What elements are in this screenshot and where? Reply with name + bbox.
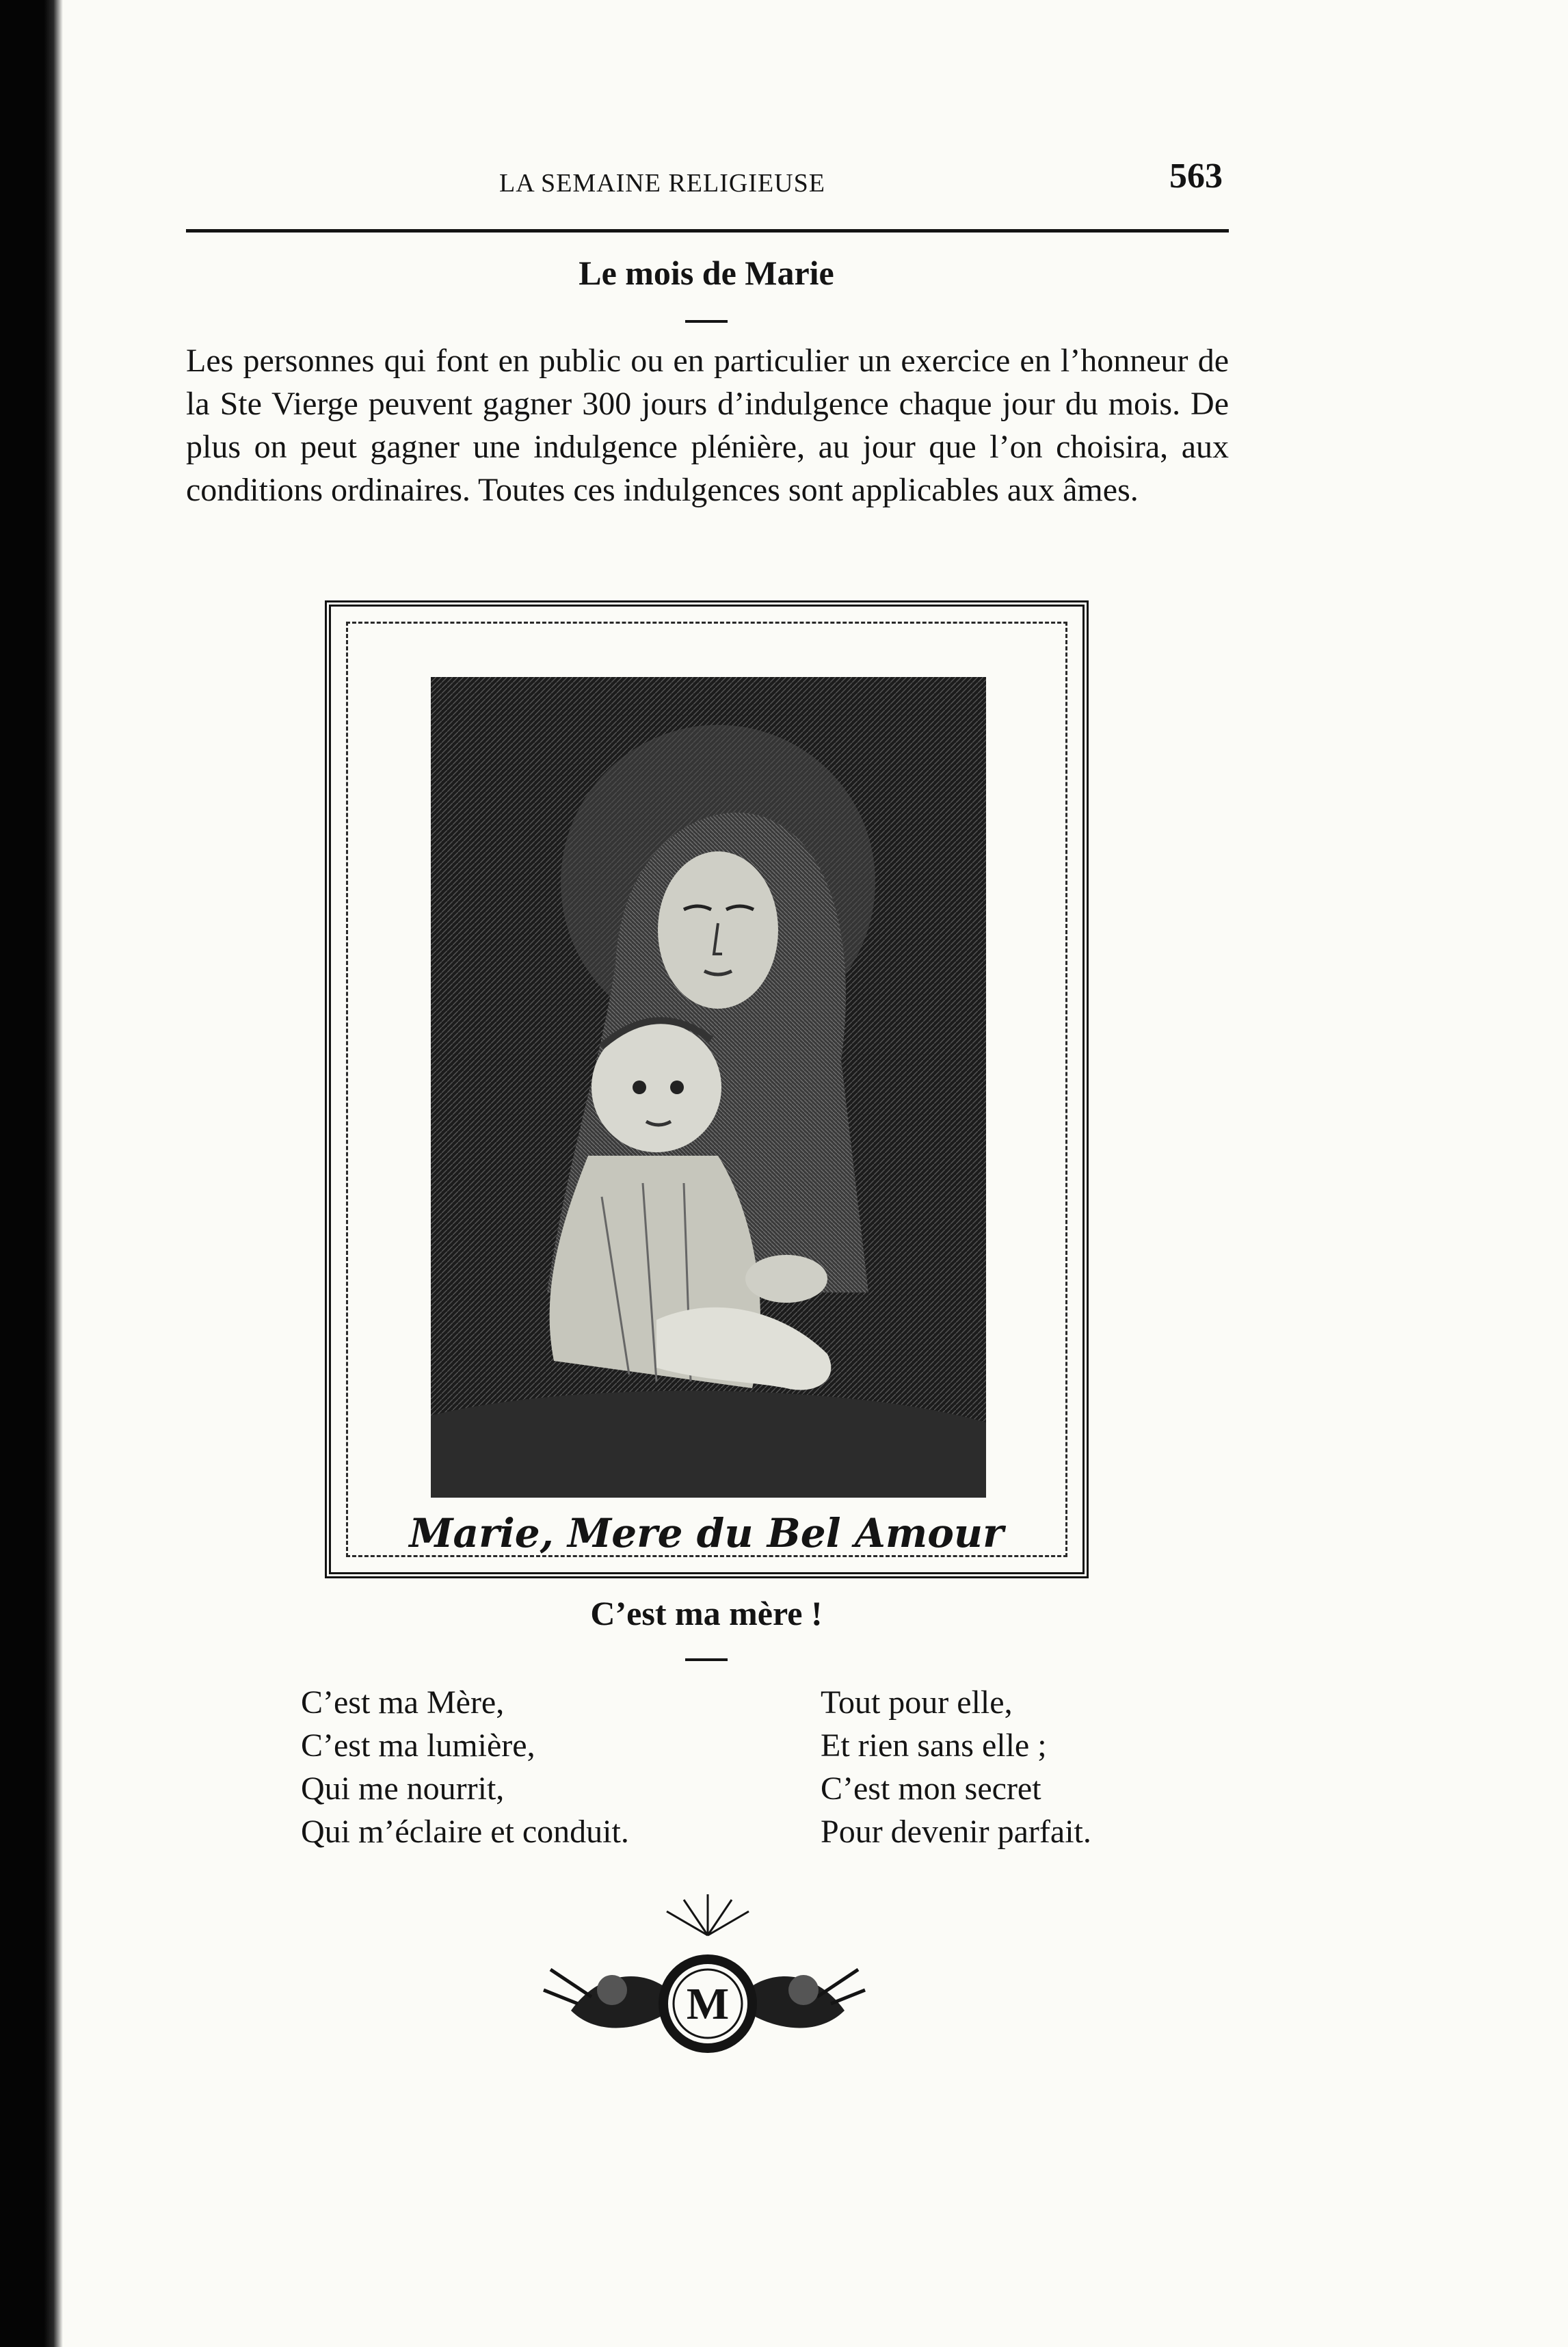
poem-left-stanza bbox=[301, 1681, 629, 1853]
article-body: Les personnes qui font en public ou en particulier un exercice en l’honneur de la Ste Vierge peuvent gagner 300 jours d’indulgence chaque jour du mois. De plus on peut gagner une indulgence plénière, au jour que l’on choisira, aux conditions ordinaires. Toutes ces indulgences sont applicables aux âmes. bbox=[186, 343, 1229, 508]
page-number: 563 bbox=[1169, 157, 1223, 196]
poem-line: C’est ma Mère, bbox=[301, 1684, 505, 1721]
poem-line: Qui me nourrit, bbox=[301, 1771, 505, 1807]
poem-title: C’est ma mère ! bbox=[590, 1594, 823, 1632]
illustration-caption: Marie, Mere du Bel Amour bbox=[409, 1510, 1004, 1556]
poem-line: Pour devenir parfait. bbox=[821, 1814, 1091, 1850]
poem-line: Et rien sans elle ; bbox=[821, 1727, 1047, 1764]
poem-line: C’est mon secret bbox=[821, 1771, 1041, 1807]
marian-monogram-ornament bbox=[530, 1887, 886, 2079]
poem-right-stanza bbox=[821, 1681, 1091, 1853]
virgin-and-child-engraving bbox=[431, 677, 986, 1498]
monogram-letter: M bbox=[686, 1979, 730, 2029]
title-dash bbox=[685, 320, 728, 323]
poem-line: Qui m’éclaire et conduit. bbox=[301, 1814, 629, 1850]
book-binding-edge bbox=[0, 0, 63, 2347]
header-rule bbox=[186, 229, 1229, 233]
poem-title-dash bbox=[685, 1658, 728, 1661]
poem-line: C’est ma lumière, bbox=[301, 1727, 535, 1764]
article-title: Le mois de Marie bbox=[579, 254, 834, 292]
poem-line: Tout pour elle, bbox=[821, 1684, 1013, 1721]
running-head: LA SEMAINE RELIGIEUSE bbox=[499, 169, 825, 198]
